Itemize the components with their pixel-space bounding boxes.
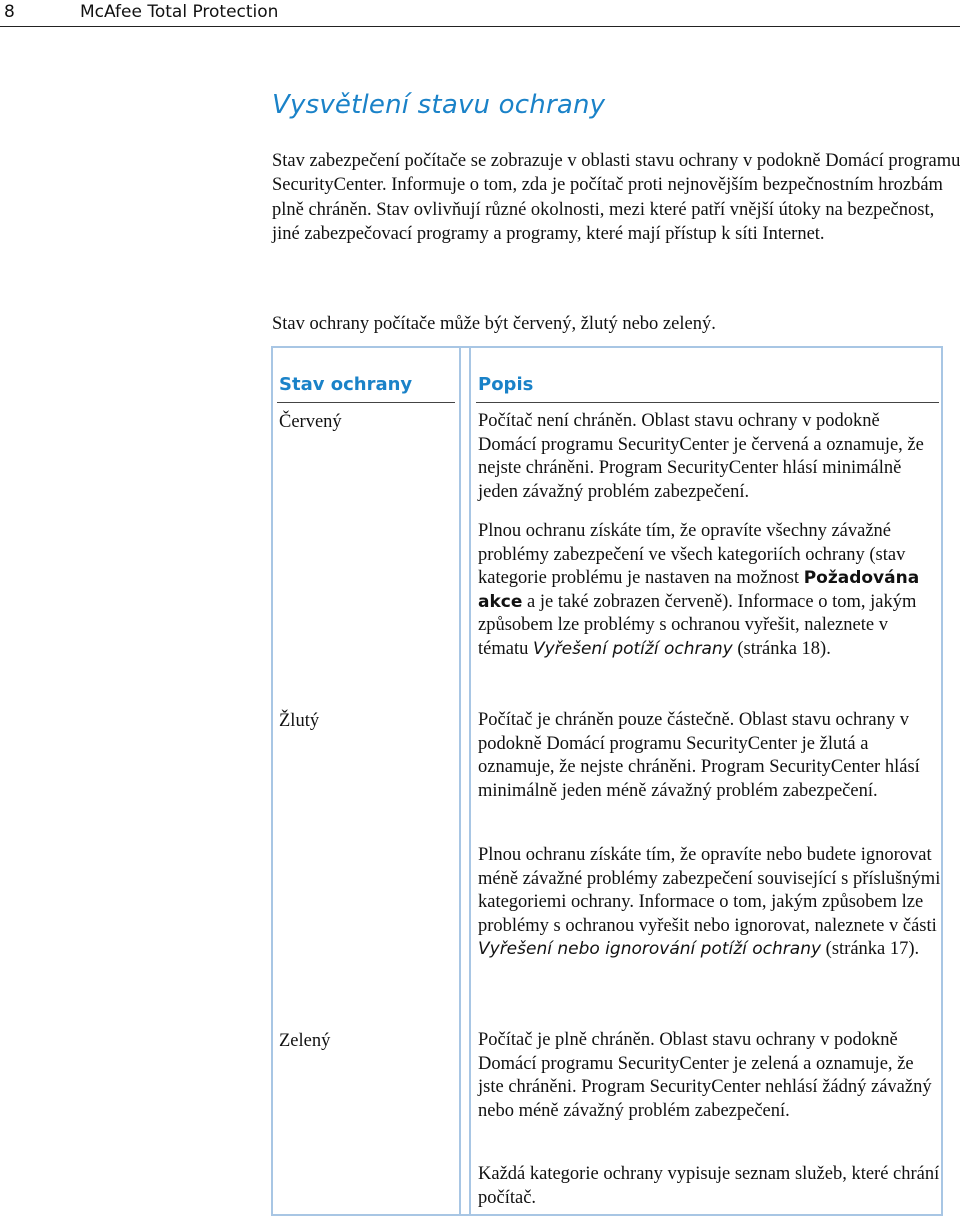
status-yellow-remedy bbox=[478, 844, 942, 962]
action-required-label: Požadována akce bbox=[478, 568, 920, 612]
status-colors-paragraph: Stav ochrany počítače může být červený, žlutý nebo zelený. bbox=[272, 314, 716, 334]
status-green-note: Každá kategorie ochrany vypisuje seznam služeb, které chrání počítač. bbox=[478, 1164, 940, 1208]
topic-link-fix-protection[interactable]: Vyřešení potíží ochrany bbox=[532, 638, 733, 659]
header-rule-description bbox=[476, 402, 939, 403]
page-number: 8 bbox=[4, 2, 15, 22]
topic-link-fix-or-ignore[interactable]: Vyřešení nebo ignorování potíží ochrany bbox=[478, 939, 822, 959]
status-table bbox=[271, 346, 943, 1216]
header-rule-status bbox=[277, 402, 455, 403]
remedy-text: a je také zobrazen červeně). Informace o tom, jakým způsobem lze problémy s ochranou vyřešit, naleznete v tématu bbox=[478, 591, 917, 659]
remedy-text: Plnou ochranu získáte tím, že opravíte nebo budete ignorovat méně závažné problémy zabezpečení související s příslušnými kategoriemi ochrany. Informace o tom, jakým způsobem lze problémy s ochranou vyřešit nebo ignorovat, naleznete v části bbox=[478, 845, 941, 936]
section-title: Vysvětlení stavu ochrany bbox=[272, 90, 606, 120]
column-header-status: Stav ochrany bbox=[279, 374, 413, 395]
page-reference: (stránka 17). bbox=[821, 939, 920, 959]
status-yellow-description: Počítač je chráněn pouze částečně. Oblast stavu ochrany v podokně Domácí programu SecurityCenter je žlutá a oznamuje, že nejste chráněni. Program SecurityCenter hlásí minimálně jeden méně závažný problém zabezpečení. bbox=[478, 710, 920, 801]
column-divider bbox=[459, 348, 471, 1214]
status-red-description: Počítač není chráněn. Oblast stavu ochrany v podokně Domácí programu SecurityCenter je červená a oznamuje, že nejste chráněni. Program SecurityCenter hlásí minimálně jeden závažný problém zabezpečení. bbox=[478, 411, 924, 502]
page-reference: (stránka 18). bbox=[732, 638, 831, 659]
intro-paragraph: Stav zabezpečení počítače se zobrazuje v oblasti stavu ochrany v podokně Domácí programu SecurityCenter. Informuje o tom, zda je počítač proti nejnovějším bezpečnostním hrozbám plně chráněn. Stav ovlivňují různé okolnosti, mezi které patří vnější útoky na bezpečnost, jiné zabezpečovací programy a programy, které mají přístup k síti Internet. bbox=[272, 151, 960, 245]
status-green-description: Počítač je plně chráněn. Oblast stavu ochrany v podokně Domácí programu SecurityCenter je zelená a oznamuje, že jste chráněni. Program SecurityCenter nehlásí žádný závažný nebo méně závažný problém zabezpečení. bbox=[478, 1030, 932, 1121]
status-green-label: Zelený bbox=[279, 1031, 331, 1051]
status-yellow-label: Žlutý bbox=[279, 711, 320, 731]
status-red-remedy bbox=[478, 520, 942, 661]
remedy-text: Plnou ochranu získáte tím, že opravíte všechny závažné problémy zabezpečení ve všech kategoriích ochrany (stav kategorie problému je nastaven na možnost bbox=[478, 521, 906, 588]
column-header-description: Popis bbox=[478, 374, 534, 395]
product-name: McAfee Total Protection bbox=[80, 2, 279, 22]
page-header bbox=[0, 0, 960, 27]
status-red-label: Červený bbox=[279, 412, 342, 432]
